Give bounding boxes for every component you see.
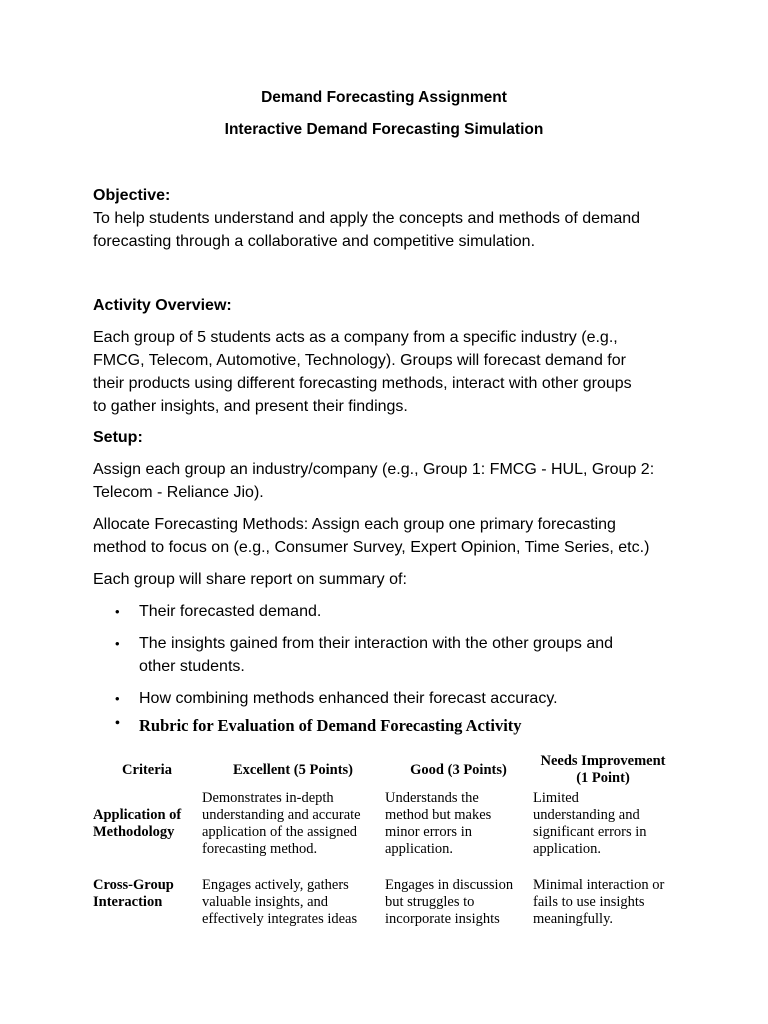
overview-line-3: their products using different forecasting methods, interact with other groups <box>93 375 632 392</box>
setup-heading: Setup: <box>93 429 143 446</box>
good-cell <box>385 790 532 858</box>
cell-line: Limited <box>533 790 579 806</box>
cell-line: forecasting method. <box>202 841 318 857</box>
header-excellent: Excellent (5 Points) <box>232 762 353 778</box>
bullet-text: other students. <box>139 658 245 675</box>
excellent-cell <box>202 790 386 858</box>
bullet-icon: • <box>115 716 120 731</box>
needs-cell <box>533 877 683 928</box>
cell-line: application of the assigned <box>202 824 358 840</box>
excellent-cell <box>202 877 386 928</box>
bullet-icon: • <box>115 691 120 706</box>
setup-assign-line-2: Telecom - Reliance Jio). <box>93 484 264 501</box>
criteria-cell <box>93 877 199 911</box>
bullet-icon: • <box>115 604 120 619</box>
bullet-text: The insights gained from their interaction with the other groups and <box>139 635 614 652</box>
rubric-title-text: Rubric for Evaluation of Demand Forecasting Activity <box>139 716 522 735</box>
bullet-text: How combining methods enhanced their forecast accuracy. <box>139 690 558 707</box>
objective-text-line-1: To help students understand and apply the concepts and methods of demand <box>93 210 641 227</box>
cell-line: minor errors in <box>385 824 472 840</box>
cell-line: effectively integrates ideas <box>202 911 358 927</box>
cell-line: significant errors in <box>533 824 647 840</box>
document-subtitle: Interactive Demand Forecasting Simulation <box>224 121 544 138</box>
cell-line: method but makes <box>385 807 492 823</box>
setup-assign-line-1: Assign each group an industry/company (e.g., Group 1: FMCG - HUL, Group 2: <box>93 461 655 478</box>
cell-line: Methodology <box>93 824 175 840</box>
cell-line: but struggles to <box>385 894 475 910</box>
cell-line: valuable insights, and <box>202 894 329 910</box>
bullet-item <box>93 632 683 655</box>
cell-line: Interaction <box>93 894 163 910</box>
summary-bullet-list <box>93 600 683 710</box>
objective-heading: Objective: <box>93 187 171 204</box>
bullet-continuation <box>93 655 683 678</box>
cell-line: Engages actively, gathers <box>202 877 349 893</box>
cell-line: Minimal interaction or <box>533 877 665 893</box>
document-title: Demand Forecasting Assignment <box>261 89 507 106</box>
overview-heading: Activity Overview: <box>93 297 232 314</box>
criteria-cell <box>93 807 199 841</box>
overview-line-4: to gather insights, and present their findings. <box>93 398 408 415</box>
cell-line: meaningfully. <box>533 911 613 927</box>
good-cell <box>385 877 532 928</box>
setup-allocate-line-1: Allocate Forecasting Methods: Assign each group one primary forecasting <box>93 516 616 533</box>
cell-line: understanding and <box>533 807 640 823</box>
needs-cell <box>533 790 683 858</box>
cell-line: understanding and accurate <box>202 807 361 823</box>
cell-line: Application of <box>93 807 182 823</box>
header-needs-improvement: Needs Improvement <box>540 753 666 769</box>
bullet-icon: • <box>115 636 120 651</box>
header-criteria: Criteria <box>122 762 172 778</box>
overview-line-1: Each group of 5 students acts as a company from a specific industry (e.g., <box>93 329 618 346</box>
cell-line: fails to use insights <box>533 894 645 910</box>
cell-line: Understands the <box>385 790 479 806</box>
bullet-text: Their forecasted demand. <box>139 603 322 620</box>
cell-line: Demonstrates in-depth <box>202 790 334 806</box>
header-needs-improvement-points: (1 Point) <box>576 770 630 786</box>
cell-line: Engages in discussion <box>385 877 514 893</box>
setup-allocate-line-2: method to focus on (e.g., Consumer Survey, Expert Opinion, Time Series, etc.) <box>93 539 650 556</box>
cell-line: application. <box>533 841 602 857</box>
bullet-item <box>93 687 683 710</box>
share-intro: Each group will share report on summary of: <box>93 571 407 588</box>
bullet-item <box>93 600 683 623</box>
objective-text-line-2: forecasting through a collaborative and competitive simulation. <box>93 233 536 250</box>
header-good: Good (3 Points) <box>410 762 507 778</box>
cell-line: Cross-Group <box>93 877 174 893</box>
cell-line: incorporate insights <box>385 911 500 927</box>
overview-line-2: FMCG, Telecom, Automotive, Technology). Groups will forecast demand for <box>93 352 626 369</box>
cell-line: application. <box>385 841 454 857</box>
